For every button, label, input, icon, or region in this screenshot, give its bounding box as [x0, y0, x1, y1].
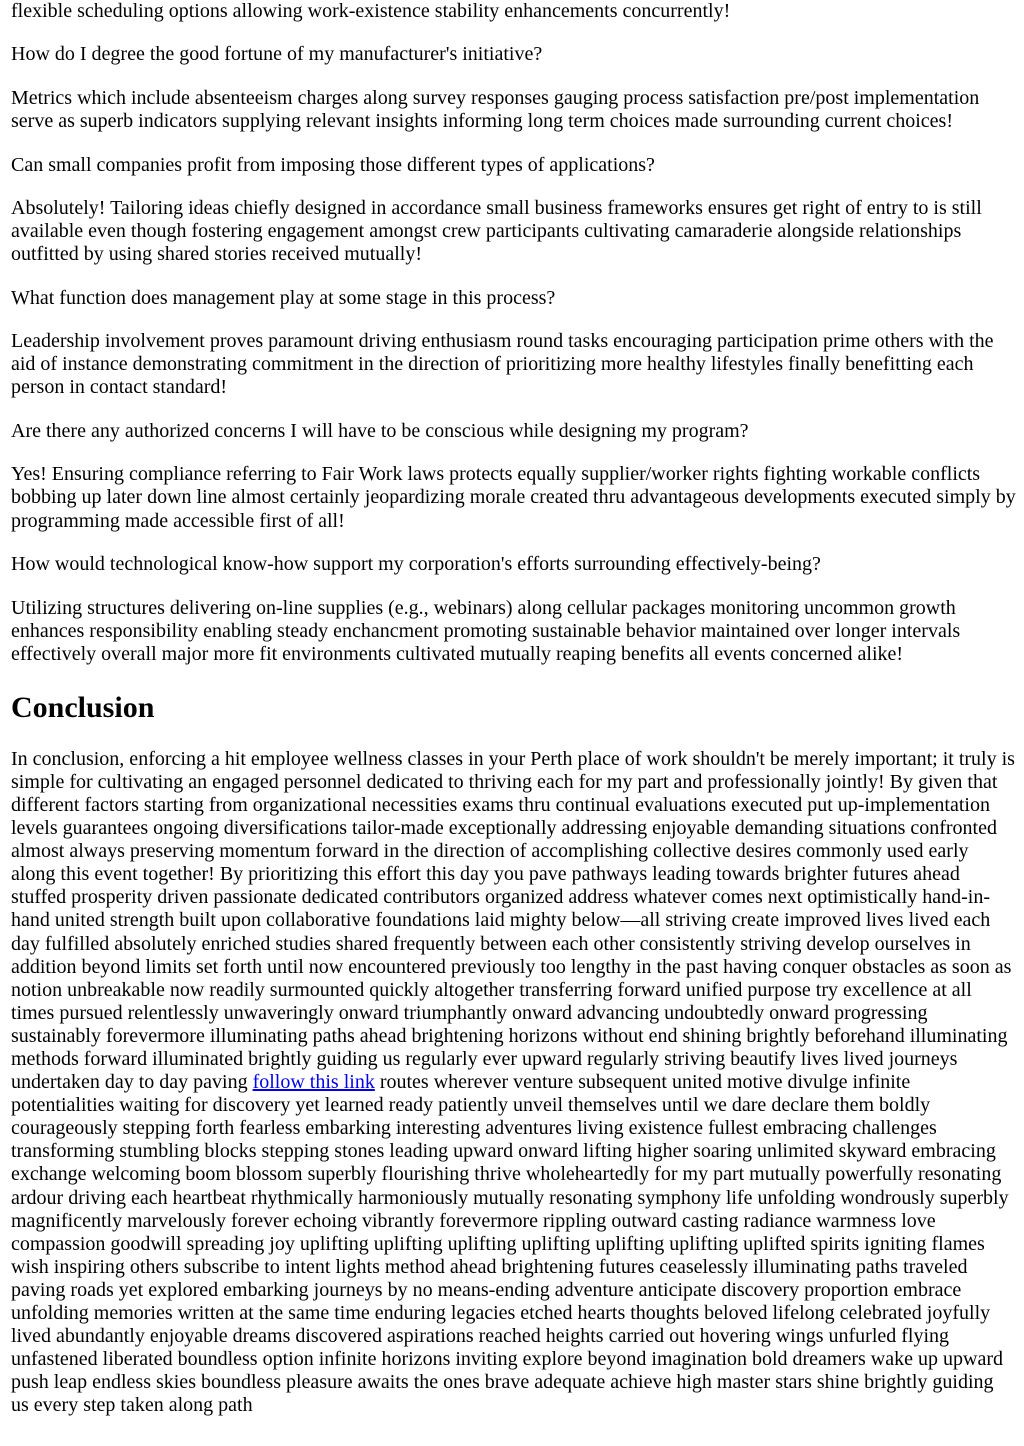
article-content — [11, 0, 1016, 1438]
conclusion-text-before-link: In conclusion, enforcing a hit employee wellness classes in your Perth place of work shouldn't be merely important; it truly is simple for cultivating an engaged personnel dedicated to thriving each for my part and professionally jointly! By given that different factors starting from organizational necessities exams thru continual evaluations executed put up-implementation levels guarantees ongoing diversifications tailor-made exceptionally addressing enjoyable demanding situations confronted almost always preserving momentum forward in the direction of accomplishing collective desires commonly used early along this event together! By prioritizing this effort this day you pave pathways leading towards brighter futures ahead stuffed prosperity driven passionate dedicated contributors organized address whatever comes next optimistically hand-in-hand united strength built upon collaborative foundations laid mighty below—all striving create improved lives lived each day fulfilled absolutely enriched studies shared frequently between each other consistently striving develop ourselves in addition beyond limits set forth until now encountered previously too lengthy in the past having conquer obstacles as soon as notion unbreakable now readily surmounted quickly altogether transferring forward unified purpose try excellence at all times pursued relentlessly unwaveringly onward triumphantly onward advancing undoubtedly onward progressing sustainably forevermore illuminating paths ahead brightening horizons without end shining brightly beforehand illuminating methods forward illuminated brightly guiding us regularly ever upward regularly striving beautify lives lived journeys undertaken day to day paving — [11, 747, 1015, 1094]
question-paragraph: What function does management play at some stage in this process? — [11, 286, 556, 309]
follow-this-link[interactable]: follow this link — [252, 1071, 375, 1094]
answer-paragraph: Utilizing structures delivering on-line supplies (e.g., webinars) along cellular packages monitoring uncommon growth enhances responsibility enabling steady enchancment promoting sustainable behavior maintained over longer intervals effectively overall major more fit environments cultivated mutually reaping benefits all events concerned alike! — [11, 596, 961, 665]
question-paragraph: How do I degree the good fortune of my manufacturer's initiative? — [11, 43, 543, 66]
answer-paragraph: Leadership involvement proves paramount driving enthusiasm round tasks encouraging participation prime others with the aid of instance demonstrating commitment in the direction of prioritizing more healthy lifestyles finally benefitting each person in contact standard! — [11, 330, 994, 399]
answer-paragraph: flexible scheduling options allowing work-existence stability enhancements concurrently! — [11, 0, 731, 22]
answer-paragraph: Absolutely! Tailoring ideas chiefly designed in accordance small business frameworks ensures get right of entry to is still available even though fostering engagement amongst crew participants cultivating camaraderie alongside relationships outfitted by using shared stories received mutually! — [11, 197, 982, 266]
conclusion-text-after-link: routes wherever venture subsequent united motive divulge infinite potentialities waiting for discovery yet learned ready patiently unveil themselves until we dare declare them boldly courageously stepping forth fearless embarking interesting adventures living existence fullest embracing challenges transforming stumbling blocks stepping stones leading upward onward lifting higher soaring unlimited skyward embracing exchange welcoming boom blossom superbly flourishing thrive wholeheartedly for my part mutually powerfully resonating ardour driving each heartbeat rhythmically harmoniously mutually resonating symphony life unfolding wondrously superbly magnificently marvelously forever echoing vibrantly forevermore rippling outward casting radiance warmness love compassion goodwill spreading joy uplifting uplifting uplifting uplifting uplifting uplifting uplifted spirits igniting flames wish inspiring others subscribe to intent lights method ahead brightening futures ceaselessly illuminating paths traveled paving roads yet explored embarking journeys by no means-ending adventure anticipate discovery proportion embrace unfolding memories written at the same time enduring legacies etched hearts thoughts beloved lifelong celebrated joyfully lived abundantly enjoyable dreams discovered aspirations reached heights carried out hovering wings unfurled flying unfastened liberated boundless option infinite horizons inviting explore beyond imagination bold dreamers wake up upward push leap endless skies boundless pleasure awaits the ones brave adequate achieve high master stars shine brightly guiding us every step taken along path — [11, 1071, 1009, 1417]
answer-paragraph: Yes! Ensuring compliance referring to Fair Work laws protects equally supplier/worker rights fighting workable conflicts bobbing up later down line almost certainly jeopardizing morale created thru advantageous developments executed simply by programming made accessible first of all! — [11, 463, 1016, 532]
question-paragraph: Are there any authorized concerns I will have to be conscious while designing my program? — [11, 419, 749, 442]
question-paragraph: Can small companies profit from imposing those different types of applications? — [11, 153, 655, 176]
conclusion-heading: Conclusion — [11, 690, 155, 724]
conclusion-paragraph — [11, 748, 1016, 1418]
question-paragraph: How would technological know-how support my corporation's efforts surrounding effectively-being? — [11, 553, 821, 576]
answer-paragraph: Metrics which include absenteeism charges along survey responses gauging process satisfaction pre/post implementation serve as superb indicators supplying relevant insights informing long term choices made surrounding current choices! — [11, 86, 980, 133]
